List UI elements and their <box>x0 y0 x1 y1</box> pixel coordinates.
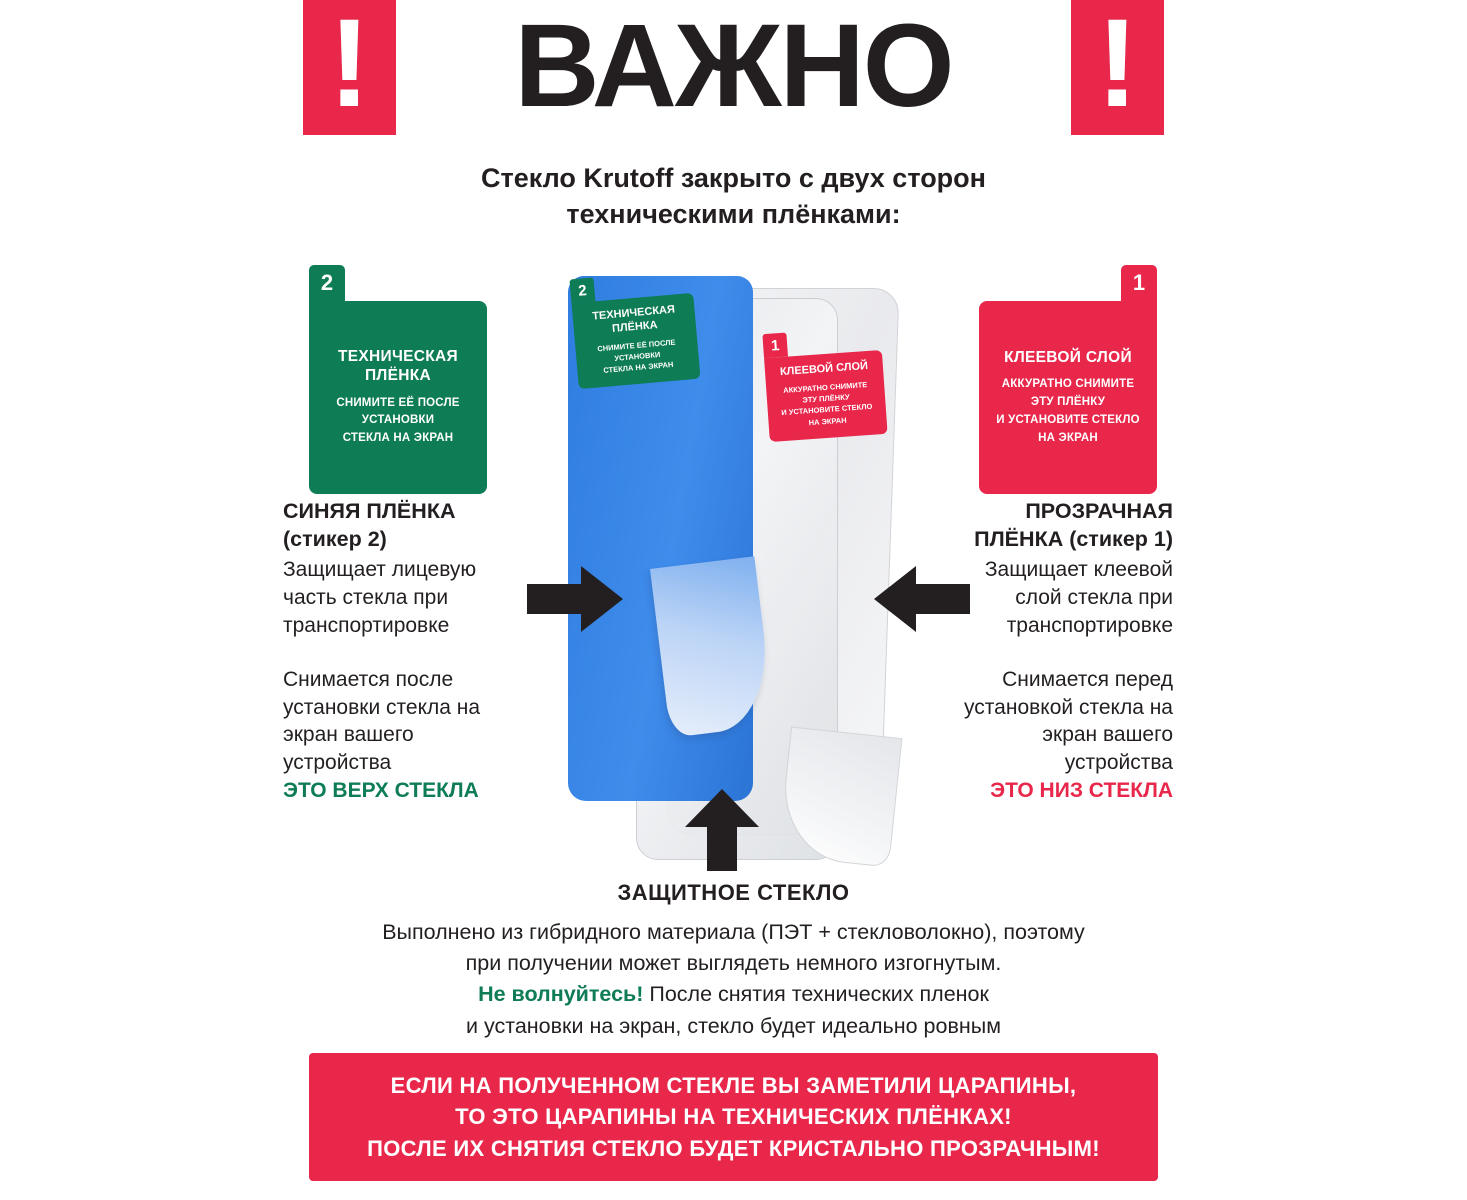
right-emphasis: ЭТО НИЗ СТЕКЛА <box>990 779 1173 803</box>
glass-description-heading: ЗАЩИТНОЕ СТЕКЛО <box>617 880 850 905</box>
sticker-red-sub <box>996 376 1140 447</box>
subtitle <box>0 160 1467 233</box>
sticker-green-sub-line-1: СНИМИТЕ ЕЁ ПОСЛЕ <box>336 396 460 409</box>
sticker-card-green <box>309 265 487 494</box>
inline-sticker-green-title-line-1: ТЕХНИЧЕСКАЯ <box>591 303 676 323</box>
inline-sticker-red-sub-line-1: АККУРАТНО СНИМИТЕ <box>782 379 868 395</box>
left-heading-line-2: (стикер 2) <box>283 526 387 551</box>
warning-banner-line-2: ТО ЭТО ЦАРАПИНЫ НА ТЕХНИЧЕСКИХ ПЛЁНКАХ! <box>455 1104 1012 1130</box>
inline-sticker-green <box>569 269 700 389</box>
glass-description-line-3 <box>0 979 1467 1010</box>
right-heading-line-1: ПРОЗРАЧНАЯ <box>1025 499 1173 523</box>
glass-description-line-3-rest: После снятия технических пленок <box>643 982 989 1007</box>
right-heading <box>938 498 1173 554</box>
sticker-green-title-line-2: ПЛЁНКА <box>364 367 432 385</box>
left-description <box>283 498 518 805</box>
sticker-red-title: КЛЕЕВОЙ СЛОЙ <box>1004 348 1132 366</box>
inline-sticker-red <box>762 326 887 442</box>
sticker-green-title-line-1: ТЕХНИЧЕСКАЯ <box>338 347 458 365</box>
sticker-red-sub-line-2: ЭТУ ПЛЁНКУ <box>1030 395 1106 408</box>
glass-description-line-2: при получении может выглядеть немного изгогнутым. <box>465 951 1002 976</box>
right-paragraph-1: Защищает клеевой слой стекла при транспортировке <box>984 557 1173 637</box>
page-title: ВАЖНО <box>514 0 953 132</box>
glass-description-line-4: и установки на экран, стекло будет идеально ровным <box>466 1013 1001 1038</box>
right-heading-line-2: ПЛЁНКА (стикер 1) <box>974 526 1173 551</box>
inline-sticker-green-sub-line-3: СТЕКЛА НА ЭКРАН <box>602 359 674 375</box>
inline-sticker-green-sub-line-2: УСТАНОВКИ <box>614 349 661 363</box>
sticker-green-sub <box>336 395 459 448</box>
inline-sticker-green-sub <box>583 335 692 378</box>
left-paragraph-2: Снимается после установки стекла на экран вашего устройства <box>283 667 481 775</box>
inline-sticker-green-sub-line-1: СНИМИТЕ ЕЁ ПОСЛЕ <box>596 337 676 353</box>
sticker-red-sub-line-1: АККУРАТНО СНИМИТЕ <box>1001 378 1135 391</box>
inline-sticker-red-title: КЛЕЕВОЙ СЛОЙ <box>779 359 869 379</box>
warning-banner <box>309 1053 1158 1181</box>
inline-sticker-red-sub <box>774 378 879 430</box>
header-banner <box>303 0 1164 135</box>
left-heading <box>283 498 518 554</box>
sticker-card-red <box>979 265 1157 494</box>
inline-sticker-green-title-line-2: ПЛЁНКА <box>611 318 659 335</box>
arrow-up-pointing-icon <box>685 789 759 871</box>
left-paragraph-1: Защищает лицевую часть стекла при транспортировке <box>283 557 477 637</box>
exclamation-left-box <box>303 0 396 135</box>
exclamation-right-box <box>1071 0 1164 135</box>
sticker-green-sub-line-3: СТЕКЛА НА ЭКРАН <box>342 432 454 445</box>
inline-sticker-green-body <box>572 293 701 390</box>
right-description <box>938 498 1173 805</box>
sticker-green-body <box>309 301 487 494</box>
sticker-green-title <box>338 347 458 386</box>
arrow-right-pointing-icon <box>527 566 623 632</box>
inline-sticker-red-sub-line-3: И УСТАНОВИТЕ СТЕКЛО <box>781 402 873 418</box>
warning-banner-line-1: ЕСЛИ НА ПОЛУЧЕННОМ СТЕКЛЕ ВЫ ЗАМЕТИЛИ ЦАРАПИНЫ, <box>390 1073 1077 1099</box>
subtitle-line-1: Стекло Krutoff закрыто с двух сторон <box>481 163 986 193</box>
glass-description-emphasis: Не волнуйтесь! <box>478 982 644 1007</box>
sticker-green-number: 2 <box>309 265 345 301</box>
right-paragraph-2: Снимается перед установкой стекла на экран вашего устройства <box>964 667 1173 775</box>
glass-description <box>0 880 1467 1042</box>
inline-sticker-red-sub-line-2: ЭТУ ПЛЁНКУ <box>802 392 850 405</box>
left-emphasis: ЭТО ВЕРХ СТЕКЛА <box>283 779 479 803</box>
sticker-red-sub-line-3: И УСТАНОВИТЕ СТЕКЛО <box>996 413 1140 426</box>
glass-description-line-1: Выполнено из гибридного материала (ПЭТ + стекловолокно), поэтому <box>382 920 1085 944</box>
inline-sticker-red-sub-line-4: НА ЭКРАН <box>808 415 847 427</box>
left-heading-line-1: СИНЯЯ ПЛЁНКА <box>283 499 456 523</box>
exclamation-right-icon: ! <box>1096 0 1139 133</box>
inline-sticker-green-number: 2 <box>569 277 595 303</box>
warning-banner-line-3: ПОСЛЕ ИХ СНЯТИЯ СТЕКЛО БУДЕТ КРИСТАЛЬНО ПРОЗРАЧНЫМ! <box>367 1135 1100 1161</box>
sticker-green-sub-line-2: УСТАНОВКИ <box>361 414 435 427</box>
inline-sticker-red-body <box>764 350 888 442</box>
sticker-red-number: 1 <box>1121 265 1157 301</box>
sticker-red-sub-line-4: НА ЭКРАН <box>1038 431 1098 444</box>
exclamation-left-icon: ! <box>328 0 371 133</box>
subtitle-line-2: техническими плёнками: <box>566 199 901 230</box>
inline-sticker-green-title <box>580 302 688 339</box>
sticker-red-body <box>979 301 1157 494</box>
inline-sticker-red-number: 1 <box>762 333 788 359</box>
